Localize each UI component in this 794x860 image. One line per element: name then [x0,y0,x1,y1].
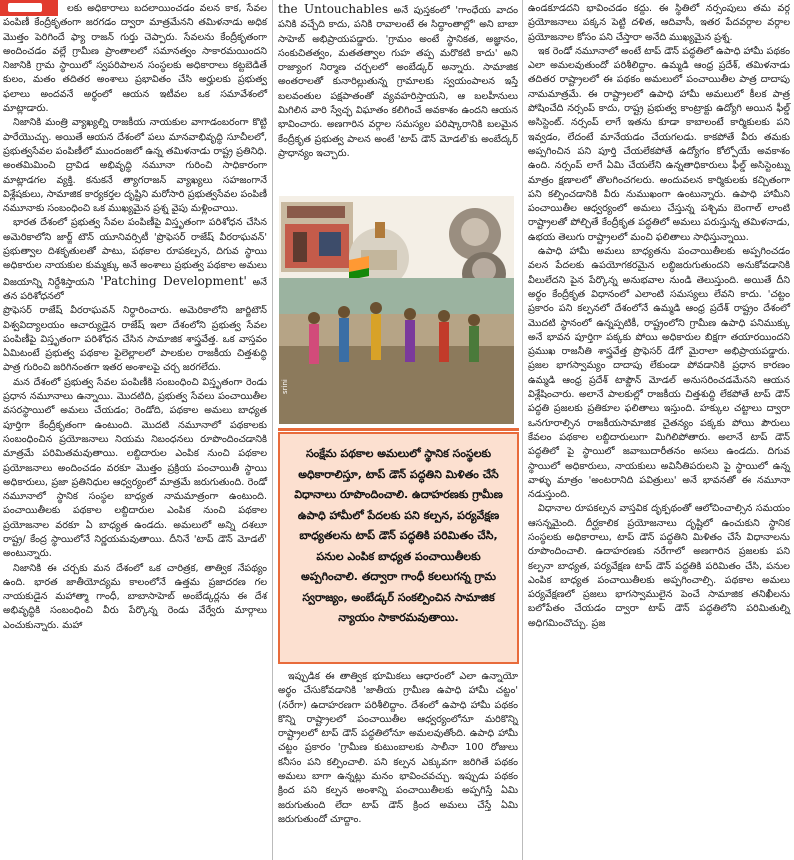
paragraph [278,2,518,161]
article-column-2 [278,0,518,197]
article-column-2-bottom [278,670,518,827]
photo-caption: srini [281,379,289,394]
paragraph: విధానాల రూపకల్పన వాస్తవిక దృక్పథంతో ఆలోచించాల్సిన సమయం ఆసన్నమైంది. దీర్ఘకాలిక ప్రయోజనాలు దృష్టిలో ఉంచుకుని స్థానిక సంస్థలకు అధికారాలు, టాప్ డౌన్ పద్ధతిని మిళితం చేసే విధానాలను రూపొందించాలి. ఉదాహరణకు నరేగాలో అణగారిన ప్రజలకు పని కల్పనా బాధ్యత, పర్యవేక్షణ టాప్ డౌన్ పద్ధతికి పరిమితం చేసి, పనుల ఎంపిక బాధ్యత పంచాయితీలకు అప్పగించాల్సి. పథకాల అమలు పర్యవేక్షణలో ప్రజలు భాగస్వాములైన పెంచే సామాజిక తనిఖీలను బలోపేతం చేయడం ద్వారా టాప్ డౌన్ పద్ధతిలోని పరిమితుల్ని అధిగమించొచ్చు. ప్రజ [528,503,790,629]
article-photo [279,196,514,424]
paragraph: ఇక రెండో నమూనాలో అంటే టాప్ డౌన్ పద్ధతిలో ఉపాధి హామీ పథకం ఎలా అమలవుతుందో పరిశీలిద్దాం. ఉమ్మడి ఆంధ్ర ప్రదేశ్, తమిళనాడు తదితర రాష్ట్రాలలో ఈ పథకం అమలులో పంచాయితీల పాత్ర దాదాపు నామమాత్రమే. ఈ రాష్ట్రాలలో ఉపాధి హామీ అమలులో కీలక పాత్ర పోషించేది నర్సంప్ కాదు, రాష్ట్ర ప్రభుత్వ కాంట్రాక్టు ఉద్యోగి అయిన ఫీల్డ్ అసిస్టెంట్. నర్సంప్ లాగే ఇతను కూడా కాబాలంటే కార్మికులకు పని ఇవ్వడం, లేదంటే మానేయడం చేయగలడు. కాకపోతే వీరు తమకు అప్పగించిన పని పూర్తి చేయలేకపోతే ఉద్యోగం కోల్పోయే అవకాశం ఉంది. నర్సంప్ లాగే ఏమి చేయలేని ఉన్నతాధికారులు ఫీల్డ్ అసిస్టెంట్ను మాత్రం క్షణాలలో తొలగించగలరు. అందువలన కార్మికులకు కచ్చితంగా పని కల్పించడానికి వీరు నుముఖంగా ఉంటున్నారు. ఉపాధి హామీని పంచాయితీల ఆధ్వర్యంలో అమలు చేస్తున్న పశ్చిమ బెంగాల్ లాంటి రాష్ట్రాలతో పోల్చితే కేంద్రీకృత పద్ధతిలో అమలు పరుస్తున్న తమిళనాడు, ఉభయ తెలుగు రాష్ట్రాలలో మంచి ఫలితాలు సాధిస్తున్నాయి. [528,45,790,243]
pull-quote [278,432,519,664]
paragraph: నిజానికి మంత్రి వ్యాఖ్యల్ని రాజకీయ నాయకుల వాగాడంబరంగా కొట్టి పారేయొచ్చు. అయితే ఆయన దేశంలో పలు మానవాభివృద్ధి సూచీలలో, ప్రభుత్వసేవల పంపిణీలో ముందంజలో ఉన్న తమిళనాడు రాష్ట్ర ప్రతినిధి. అంతమిమించి ద్రావిడ అభివృద్ధి నమూనా గురించి సాధికారంగా మాట్లాడగల వ్యక్తి. కనుకనే త్యాగరాజన్ వ్యాఖ్యలు సహజంగానే విశ్లేషకులు, సామాజిక కార్యకర్తల దృష్టిని మరోసారి ప్రభుత్వసేవల పంపిణీ నమూనాకు సంబంధించి ఒక ముఖ్యమైన ప్రశ్న వైపు మళ్లించాయి. [3,117,267,215]
column-divider [522,0,523,860]
paragraph: ఉండకూడదని భావించడం కద్దు. ఈ స్థితిలో నర్సంపులు తమ వర్గ ప్రయోజనాలు పక్కన పెట్టి దళిత, ఆదివాసీ, ఇతర పేదవర్గాల వర్గాల ప్రయోజనాల కోసం పని చేస్తారా అనేది ముఖ్యమైన ప్రశ్న. [528,3,790,43]
paragraph: ఇప్పుడిక ఈ తాత్విక భూమికలు ఆధారంలో ఎలా ఉన్నాయో అర్థం చేసుకోవడానికి 'జాతీయ గ్రామీణ ఉపాధి హామీ చట్టం' (నరేగా) ఉదాహరణగా పరిశీలిద్దాం. దేశంలో ఉపాధి హామీ పథకం కొన్ని రాష్ట్రాలలో పంచాయితీల ఆధ్వర్యంలోనూ మరికొన్ని రాష్ట్రాలలో టాప్ డౌన్ పద్ధతిలోనూ అమలవుతోంది. ఉపాధి హామీ చట్టం ప్రకారం 'గ్రామీణ కుటుంబాలకు సాలీనా 100 రోజులు కనీసం పని కల్పించాలి. పని కల్పన ఎక్కువగా జరిగితే పథకం అమలు బాగా ఉన్నట్లు మనం భావించవచ్చు. ఇప్పుడు పథకం క్రింద పని కల్పన అంశాన్ని పంచాయితీలకు అప్పగిస్తే ఏమి జరుగుతుంది లేదా టాప్ డౌన్ క్రింద అమలు చేస్తే ఏమి జరుగుతుందో చూద్దాం. [278,671,518,825]
photo-illustration [279,196,514,424]
article-column-1 [3,0,267,633]
english-term: 'Patching Development' [100,273,247,288]
paragraph: ఉపాధి హామీ అమలు బాధ్యతను పంచాయితీలకు అప్పగించడం వలన పేదలకు ఉపయోగకరమైన లబ్ధిజరుగుతుందని అనుకోవడానికి వీలులేదని పైన పేర్కొన్న అనుభవాల నుండి తెలుస్తుంది. అయితే దీని అర్థం కేంద్రీకృత విధానంలో ఎలాంటి సమస్యలు లేవని కాదు. 'చట్టం ప్రకారం పని కల్పనలో దేశంలోనే ఉమ్మడి ఆంధ్ర ప్రదేశ్ రాష్ట్రం దేశంలో మొదటి స్థానంలో ఉన్నప్పటికీ, రాష్ట్రంలోని గ్రామీణ ఉపాధి పనిముక్కు అనే భావన పూర్తిగా పక్కకు పోయి అధికారుల బిక్షగా తయారయిందని ప్రముఖ రాజనీతి శాస్త్రవేత్త ప్రొఫెసర్ డేగో మైరాలా అభిప్రాయపడ్డారు. ప్రజల భాగస్వామ్యం దాదాపు లేకుండా పోవడానికి ప్రధాన కారణం ఉమ్మడి ఆంధ్ర ప్రదేశ్ టాప్డౌన్ మోడల్ అనుసరించడమేనని ఆయన విశ్లేషించారు. అలానే పాలకుల్లో రాజకీయ చిత్తశుద్ధి లేకపోతే టాప్ డౌన్ పద్ధతి ప్రజలకు ప్రతికూల ఫలితాలు ఇస్తుంది. హక్కుల చట్టాలు ద్వారా ఒనగూరాల్సిన రాజకీయసామాజిక చైతన్యం పక్కకు పోయి పౌరులు కేవలం పథకాల లబ్దిదారులుగా మిగిలిపోతారు. అలానే టాప్ డౌన్ పద్ధతిలో పై స్థాయిలో జవాబుదారీతనం అసలు ఉండదు. దిగువ స్థాయిలో అధికారులు, నాయకులు అవినీతిపరులని పై స్థాయిలో ఉన్న వాళ్ళు మాత్రం 'అంటరానిది పవిత్రులు' అనే భావనతో ఈ నమూనా నడుస్తుంది. [528,246,790,501]
paragraph: లకు అధికారాలు బదలాయించడం వలన కాక, సేవల పంపిణీ కేంద్రీకృతంగా జరగడం ద్వారా మాత్రమేనని తమిళనాడు అధిక మొత్తం పెరిగిందే ఫ్యా రాజన్ గుర్తు చెప్పారు. సేవలను కేంద్రీకృతంగా అందించడం వల్లే గ్రామీణ ప్రాంతాలలో సమానత్వం సాకారమయిందని నిజానికి గ్రామ స్థాయిలో స్వపరిపాలన సంస్థలకు అధికారాలు కట్టబెడితే కులం, మతం తదితర అంశాలు ప్రభావితం చేసి అర్హులకు ప్రభుత్వ ఫలాలు అందవనే అర్థంలో ఆయన ఇటీవల ఒక సమావేశంలో మాట్లాడారు. [3,3,267,115]
paragraph: మన దేశంలో ప్రభుత్వ సేవల పంపిణీకి సంబంధించి విస్తృతంగా రెండు ప్రధాన నమూనాలు ఉన్నాయి. మొదటిది, ప్రభుత్వ సేవలు పంచాయితీల వసరస్థాయిలో అమలు చేయడం; రెండోది, పథకాల అమలు బాధ్యత పూర్తిగా కేంద్రీకృతంగా ఉంటుంది. మొదటి నమూనాలో పథకాలకు సంబంధించిన ప్రయోజనాలు నియమ నిబంధనలు రూపొందించడానికి మాత్రమే పరిమితమవుతాయి. లబ్దిదారుల ఎంపిక నుంచి పథకాల ప్రయోజనాలు అందించడం వరకూ మొత్తం ప్రక్రియ పంచాయితీ స్థాయి అధికారులు, ప్రజా ప్రతినిధుల ఆధ్వర్యంలో మాత్రమే జరుగుతుంది. రెండో నమూనాలో స్థానిక సంస్థల బాధ్యత నామమాత్రంగా ఉంటుంది. పంచాయితీలకు పథకాల లబ్దిదారుల ఎంపిక నుంచి పథకాల ప్రయోజనాల వరకూ ఏ బాధ్యత ఉండదు. అమలులో అన్ని దశలూ రాష్ట్ర/ కేంద్ర స్థాయిలోనే నిర్ణయమవుతాయి. దీనినే 'టాప్ డౌన్ మోడల్' అంటున్నారు. [3,376,267,560]
pull-quote-text: సంక్షేమ పథకాల అమలులో స్థానిక సంస్థలకు అధికారాలిస్తూ, టాప్ డౌన్ పద్ధతిని మిళితం చేసే విధానాలు రూపొందించాలి. ఉదాహరణకు గ్రామీణ ఉపాధి హామీలో పేదలకు పని కల్పన, పర్యవేక్షణ బాధ్యతలను టాప్ డౌన్ పద్ధతికి పరిమితం చేసి, పనుల ఎంపిక బాధ్యత పంచాయితీలకు అప్పగించాలి. తద్వారా గాంధీ కలలుగన్న గ్రామ స్వరాజ్యం, అంబేడ్కర్ సంకల్పించిన సామాజిక న్యాయం సాకారమవుతాయి. [294,447,503,624]
paragraph: ప్రొఫెసర్ రాజేష్ వీరరాఘవన్ నిర్ధారించారు. అమెరికాలోని జార్జిటౌన్ విశ్వవిద్యాలయం ఆచార్యుడైన రాజేష్ ఇలా దేశంలోని ప్రభుత్వ సేవల పంపిణీపై విస్తృతంగా పరిశోధన చేసిన సామాజిక శాస్త్రవేత్త. ఒక వాస్తవం ఏమిటంటే ప్రభుత్వ పథకాల ఫైలెల్లాలలో పాలకుల రాజకీయ చిత్తశుద్ధి పాత్ర గురించి జరిగినంతగా ఇతర అంశాలపై చర్చ జరగలేదు. [3,305,267,374]
paragraph-text: భారత దేశంలో ప్రభుత్వ సేవల పంపిణీపై విస్తృతంగా పరిశోధన చేసిన అమెరికాలోని జార్జ్ టౌన్ యూనివర్సిటీ 'ప్రొఫెసర్ రాజేష్ వీరరాఘవన్' ప్రభుత్వాల దిశకృతులతో పాటు, పథకాల రూపకల్పన, దిగువ స్థాయి అధికారుల నాయకుల కుమ్మక్కు అనే అంశాలు ప్రభుత్వ పథకాల అమలు విజయాన్ని నిర్దేశిస్తాయని [3,217,267,288]
paragraph-text: అనే తన పరిశోధనలో [3,276,267,302]
paragraph: నిజానికి ఈ చర్చకు మన దేశంలో ఒక చారిత్రక, తాత్విక నేపథ్యం ఉంది. భారత జాతీయోద్యమ కాలంలోనే ఉత్తమ ప్రజాదరణ గల నాయకుడైన మహాత్మా గాంధీ, బాబాసాహెబ్ అంబేడ్కర్లను ఈ దేశ అభివృద్ధికి సంబంధించి వీరు పేర్కొన్న రెండు వేర్వేరు మార్గాలు ఎంచుకున్నారు. మహా [3,562,267,631]
column-divider [272,0,273,860]
paragraph [3,216,267,304]
paragraph-text: అనే పుస్తకంలో 'గాంధేయ వాదం పనికి వచ్చేది కాదు, పనికి రావాలంటే ఈ సిద్ధాంతాల్లో' అని బాబా సాహెబ్ అభిప్రాయపడ్డారు. 'గ్రామం అంటే స్థానికత, అజ్ఞానం, సంకుచితత్వం, మతతత్వాల గుహ తప్ప మరొకటి కాదు' అని రాజ్యాంగ నిర్మాణ చర్చలలో అంబేడ్కర్ అన్నారు. సామాజిక అంతరాలతో కునారిల్లుతున్న గ్రామాలకు స్వయంపాలన ఇస్తే బలవంతుల పక్షపాతంతో వ్యవహరిస్తాయని, ఆ బలహీనులు మిగిలిన వారి స్వేచ్ఛ విఘాతం కలిగించే అవకాశం ఉందని ఆయన భావించారు. అణగారిన వర్గాల సమస్యల పరిష్కారానికి బలమైన కేంద్రీకృత ప్రభుత్వ పాలన అంటే 'టాప్ డౌన్ మోడల్'కు అంబేద్కర్ ప్రాధాన్యం ఇచ్చారు. [278,5,518,159]
english-title: the Untouchables [278,2,389,16]
article-column-3 [528,0,790,631]
